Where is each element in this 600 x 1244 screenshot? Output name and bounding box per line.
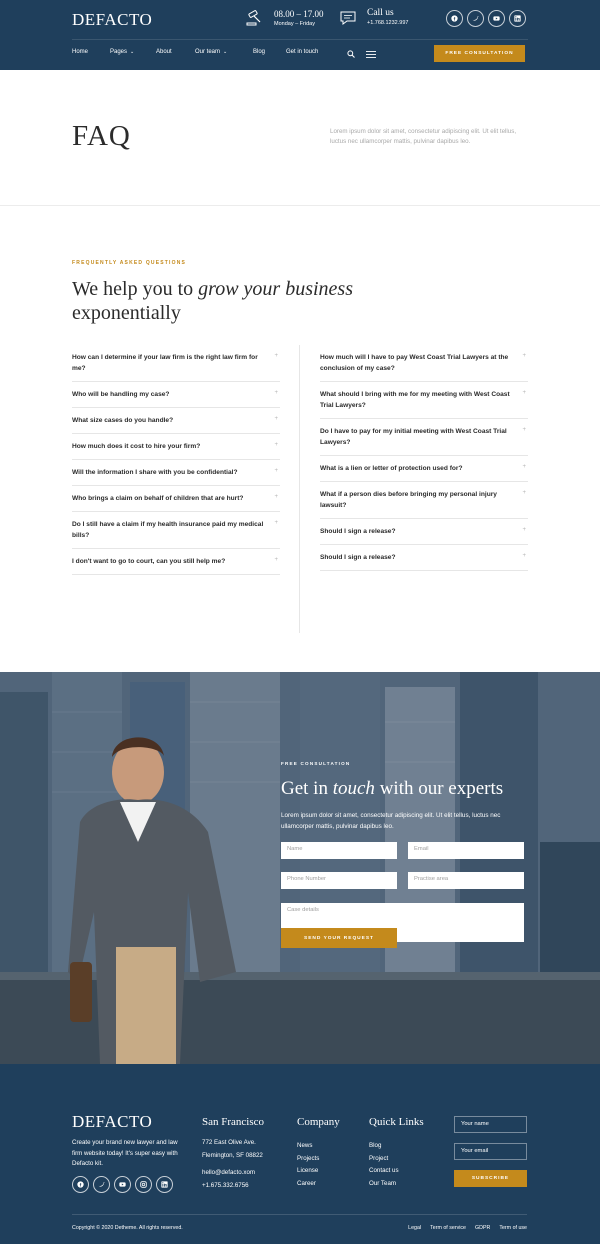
copyright: Copyright © 2020 Detheme. All rights reserved. — [72, 1225, 183, 1231]
faq-eyebrow: FREQUENTLY ASKED QUESTIONS — [72, 260, 187, 266]
search-icon[interactable] — [347, 50, 355, 58]
plus-icon: + — [522, 553, 526, 559]
faq-item[interactable]: Should I sign a release? + — [320, 545, 528, 571]
footer-logo[interactable]: DEFACTO — [72, 1112, 153, 1131]
footer-link-contact[interactable]: Contact us — [369, 1167, 399, 1174]
faq-item[interactable]: How much does it cost to hire your firm? + — [72, 434, 280, 460]
plus-icon: + — [274, 416, 278, 422]
plus-icon: + — [274, 494, 278, 500]
page-title-section — [0, 70, 600, 206]
faq-column-divider — [299, 345, 300, 633]
page-description: Lorem ipsum dolor sit amet, consectetur adipiscing elit. Ut elit tellus, luctus nec ullamcorper mattis, pulvinar dapibus leo. — [330, 128, 517, 145]
faq-item[interactable]: Who will be handling my case? + — [72, 382, 280, 408]
page-title: FAQ — [72, 120, 131, 152]
footer-link-project[interactable]: Project — [369, 1154, 389, 1162]
chat-bubble-icon — [339, 10, 357, 26]
footer-link-projects[interactable]: Projects — [297, 1154, 320, 1162]
nav-item-our-team[interactable]: Our team ⌄ — [195, 49, 228, 55]
consult-eyebrow: FREE CONSULTATION — [281, 761, 351, 766]
gdpr-link[interactable]: GDPR — [475, 1225, 491, 1231]
newsletter-email-input[interactable]: Your email — [454, 1143, 527, 1160]
nav-item-about[interactable]: About — [156, 49, 172, 55]
nav-item-home[interactable]: Home — [72, 49, 89, 55]
footer-email[interactable]: hello@defacto.xom — [202, 1169, 256, 1176]
plus-icon: + — [274, 520, 278, 526]
hours-time: 08.00 – 17.00 — [274, 9, 324, 19]
linkedin-icon[interactable] — [509, 10, 526, 27]
send-request-button[interactable]: SEND YOUR REQUEST — [281, 928, 397, 948]
case-details-field[interactable]: Case details — [281, 903, 524, 942]
footer-address: 772 East Olive Ave. Flemington, SF 08822 — [202, 1139, 263, 1159]
svg-text:f: f — [453, 17, 456, 22]
faq-item[interactable]: Will the information I share with you be confidential? + — [72, 460, 280, 486]
call-us — [367, 8, 408, 26]
youtube-icon[interactable] — [114, 1176, 131, 1193]
footer-quick-links-title: Quick Links — [369, 1116, 424, 1128]
chevron-down-icon: ⌄ — [223, 49, 228, 55]
consult-description: Lorem ipsum dolor sit amet, consectetur adipiscing elit. Ut elit tellus, luctus nec ullamcorper mattis, pulvinar dapibus leo. — [281, 812, 501, 830]
plus-icon: + — [522, 464, 526, 470]
footer-phone[interactable]: +1.675.332.6756 — [202, 1181, 249, 1189]
faq-item[interactable]: Should I sign a release? + — [320, 519, 528, 545]
footer-quick-links — [369, 1140, 399, 1190]
footer-link-license[interactable]: License — [297, 1167, 319, 1174]
legal-links — [408, 1225, 527, 1231]
faq-item[interactable]: What is a lien or letter of protection used for? + — [320, 456, 528, 482]
faq-column-right — [320, 345, 528, 571]
instagram-icon[interactable] — [135, 1176, 152, 1193]
main-nav — [72, 49, 346, 55]
footer-link-team[interactable]: Our Team — [369, 1179, 397, 1187]
call-phone[interactable]: +1.768.1232.997 — [367, 20, 409, 26]
lawyer-portrait-image — [60, 712, 250, 1064]
name-field[interactable]: Name — [281, 842, 397, 859]
plus-icon: + — [522, 527, 526, 533]
office-hours — [274, 9, 324, 27]
chevron-down-icon: ⌄ — [130, 49, 135, 55]
footer-company-links — [297, 1140, 319, 1190]
faq-heading: We help you to grow your business exponentially — [72, 278, 353, 324]
email-field[interactable]: Email — [408, 842, 524, 859]
practise-area-field[interactable]: Practise area — [408, 872, 524, 889]
header-social — [446, 10, 526, 27]
faq-item[interactable]: How can I determine if your law firm is the right law firm for me? + — [72, 345, 280, 382]
plus-icon: + — [522, 353, 526, 359]
free-consultation-button[interactable]: FREE CONSULTATION — [434, 45, 525, 62]
facebook-icon[interactable] — [446, 10, 463, 27]
nav-item-get-in-touch[interactable]: Get in touch — [286, 49, 319, 55]
twitter-icon[interactable] — [467, 10, 484, 27]
gavel-icon — [246, 10, 264, 26]
site-header — [0, 0, 600, 70]
hours-days: Monday – Friday — [274, 21, 315, 27]
nav-item-pages[interactable]: Pages ⌄ — [110, 49, 135, 55]
footer-company-title: Company — [297, 1116, 340, 1128]
nav-item-blog[interactable]: Blog — [253, 49, 266, 55]
footer-divider — [72, 1214, 527, 1215]
youtube-icon[interactable] — [488, 10, 505, 27]
footer-tagline: Create your brand new lawyer and law firm website today! It's super easy with Defacto kit. — [72, 1139, 178, 1167]
facebook-icon[interactable] — [72, 1176, 89, 1193]
faq-item[interactable]: I don't want to go to court, can you still help me? + — [72, 549, 280, 575]
logo[interactable]: DEFACTO — [72, 10, 153, 29]
footer-link-news[interactable]: News — [297, 1142, 313, 1149]
footer-contact — [202, 1167, 255, 1192]
plus-icon: + — [274, 353, 278, 359]
faq-column-left — [72, 345, 280, 575]
faq-item[interactable]: What size cases do you handle? + — [72, 408, 280, 434]
site-footer — [0, 1064, 600, 1244]
footer-city-title: San Francisco — [202, 1116, 265, 1128]
plus-icon: + — [522, 490, 526, 496]
svg-text:f: f — [79, 1183, 82, 1188]
call-title: Call us — [367, 8, 394, 18]
footer-link-career[interactable]: Career — [297, 1179, 316, 1187]
consult-heading: Get in touch with our experts — [281, 778, 504, 799]
consultation-section — [0, 672, 600, 1064]
faq-item[interactable]: What should I bring with me for my meeting with West Coast Trial Lawyers? + — [320, 382, 528, 419]
terms-of-service-link[interactable]: Term of service — [430, 1225, 467, 1231]
plus-icon: + — [274, 390, 278, 396]
nav-divider — [72, 39, 528, 40]
twitter-icon[interactable] — [93, 1176, 110, 1193]
plus-icon: + — [522, 390, 526, 396]
plus-icon: + — [522, 427, 526, 433]
footer-social — [72, 1176, 173, 1193]
plus-icon: + — [274, 442, 278, 448]
plus-icon: + — [274, 468, 278, 474]
faq-item[interactable]: How much will I have to pay West Coast Trial Lawyers at the conclusion of my case? + — [320, 345, 528, 382]
terms-of-use-link[interactable]: Term of use — [499, 1225, 527, 1231]
footer-link-blog[interactable]: Blog — [369, 1142, 382, 1149]
linkedin-icon[interactable] — [156, 1176, 173, 1193]
faq-item[interactable]: Do I still have a claim if my health insurance paid my medical bills? + — [72, 512, 280, 549]
plus-icon: + — [274, 557, 278, 563]
newsletter-name-input[interactable]: Your name — [454, 1116, 527, 1133]
faq-item[interactable]: What if a person dies before bringing my personal injury lawsuit? + — [320, 482, 528, 519]
faq-item[interactable]: Who brings a claim on behalf of children that are hurt? + — [72, 486, 280, 512]
phone-field[interactable]: Phone Number — [281, 872, 397, 889]
hamburger-menu-icon[interactable] — [366, 51, 376, 58]
faq-item[interactable]: Do I have to pay for my initial meeting with West Coast Trial Lawyers? + — [320, 419, 528, 456]
subscribe-button[interactable]: SUBSCRIBE — [454, 1170, 527, 1187]
legal-link[interactable]: Legal — [408, 1225, 422, 1231]
